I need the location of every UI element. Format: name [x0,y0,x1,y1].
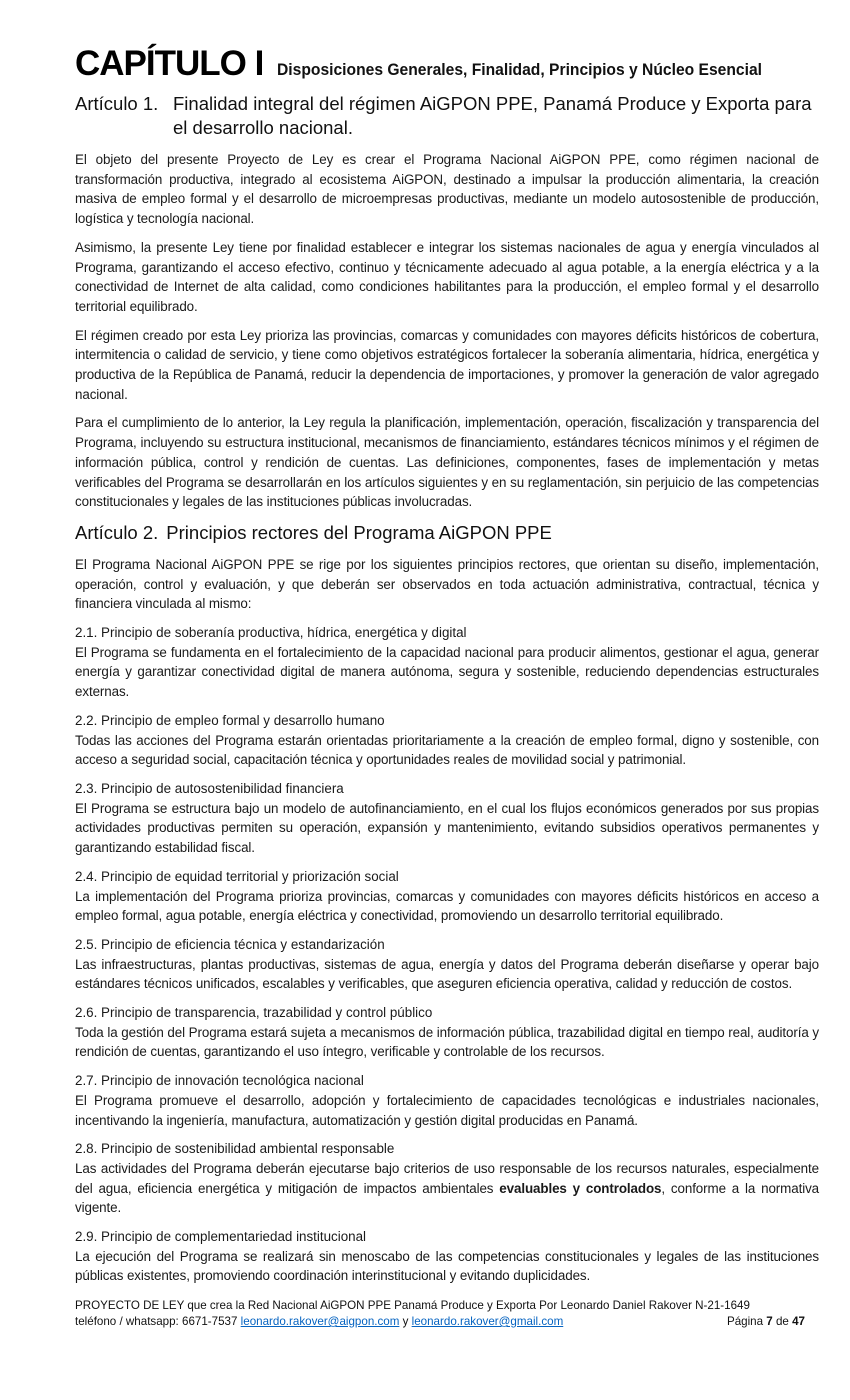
page-number [727,1314,805,1330]
article-1-paragraph: Para el cumplimiento de lo anterior, la Ley regula la planificación, implementación, operación, fiscalización y transparencia del Programa, incluyendo su estructura institucional, mecanismos de financiamiento, estándares técnicos mínimos y el régimen de información pública, control y rendición de cuentas. Las definiciones, componentes, fases de implementación y metas verificables del Programa se desarrollarán en los artículos siguientes y en su reglamentación, sin perjuicio de las competencias constitucionales y legales de las instituciones públicas involucradas. [75,415,819,510]
email-link-gmail[interactable]: leonardo.rakover@gmail.com [411,1315,564,1328]
principle-body [75,1159,819,1218]
principle-body: El Programa se fundamenta en el fortalecimiento de la capacidad nacional para producir alimentos, gestionar el agua, generar energía y garantizar conectividad digital de manera autónoma, segura y sostenible, reduciendo dependencias estructurales externas. [75,644,819,700]
principle-item [75,1003,819,1062]
principle-body: El Programa se estructura bajo un modelo de autofinanciamiento, en el cual los flujos económicos generados por sus propias actividades productivas permiten su operación, expansión y mantenimiento, evitando subsidios operativos permanentes y garantizando estabilidad fiscal. [75,800,819,856]
article-2-heading [75,521,819,545]
principle-body: Las infraestructuras, plantas productivas, sistemas de agua, energía y datos del Programa deberán diseñarse y operar bajo estándares técnicos unificados, escalables y verificables, que aseguren eficiencia operativa, calidad y reducción de costos. [75,956,819,992]
principle-body-text: , conforme a la normativa vigente. [75,1180,820,1216]
document-page [75,44,819,1295]
principle-heading: 2.1. Principio de soberanía productiva, hídrica, energética y digital [75,625,467,641]
article-1-number: Artículo 1. [75,93,159,114]
principle-item [75,623,819,702]
principle-body: La implementación del Programa prioriza provincias, comarcas y comunidades con mayores déficits históricos en acceso a empleo formal, agua potable, energía eléctrica y conectividad, promoviendo un desarrollo territorial equilibrado. [75,888,819,924]
article-1-title: Finalidad integral del régimen AiGPON PPE, Panamá Produce y Exporta para el desarrollo nacional. [173,93,812,138]
chapter-number: CAPÍTULO I [75,44,264,83]
principle-item [75,1139,819,1218]
principle-item [75,711,819,770]
footer-contact [75,1314,563,1330]
page-of: de [772,1315,793,1328]
email-link-aigpon[interactable]: leonardo.rakover@aigpon.com [240,1315,400,1328]
principle-heading: 2.9. Principio de complementariedad institucional [75,1229,367,1245]
principle-heading: 2.2. Principio de empleo formal y desarrollo humano [75,712,385,728]
principle-item [75,935,819,994]
principle-body: El Programa promueve el desarrollo, adopción y fortalecimiento de capacidades tecnológicas e industriales nacionales, incentivando la ingeniería, manufactura, automatización y gestión digital producidas en Panamá. [75,1092,819,1128]
footer-separator: y [399,1315,412,1328]
page-total: 47 [792,1315,805,1328]
footer-line-1: PROYECTO DE LEY que crea la Red Nacional AiGPON PPE Panamá Produce y Exporta Por Leonardo Daniel Rakover N-21-1649 [75,1299,750,1312]
principle-item [75,867,819,926]
principle-heading: 2.7. Principio de innovación tecnológica nacional [75,1073,364,1089]
principle-heading: 2.4. Principio de equidad territorial y priorización social [75,868,399,884]
principle-heading: 2.8. Principio de sostenibilidad ambiental responsable [75,1141,395,1157]
article-1-paragraph: El objeto del presente Proyecto de Ley es crear el Programa Nacional AiGPON PPE, como régimen nacional de transformación productiva, integrado al ecosistema AiGPON, destinado a impulsar la producción alimentaria, la creación masiva de empleo formal y el desarrollo de microempresas productivas, mediante un modelo autosostenible de producción, logística y tecnología nacional. [75,152,819,227]
page-current: 7 [766,1315,773,1328]
article-2-intro: El Programa Nacional AiGPON PPE se rige por los siguientes principios rectores, que orientan su diseño, implementación, operación, control y evaluación, y que deberán ser observados en toda actuación administrativa, contractual, técnica y financiera vinculada al mismo: [75,556,819,612]
principle-item [75,779,819,858]
principle-item [75,1071,819,1130]
principle-heading: 2.3. Principio de autosostenibilidad financiera [75,780,344,796]
page-label: Página [726,1315,767,1328]
chapter-title: Disposiciones Generales, Finalidad, Principios y Núcleo Esencial [277,60,763,79]
principle-body-emphasis: evaluables y controlados [499,1180,662,1196]
principle-body-text: Las actividades del Programa deberán ejecutarse bajo criterios de uso responsable de los recursos naturales, especialmente del agua, eficiencia energética y mitigación de impactos ambientales [75,1160,819,1196]
principle-item [75,1227,819,1286]
principle-body: La ejecución del Programa se realizará sin menoscabo de las competencias constitucionales y legales de las instituciones públicas existentes, promoviendo coordinación interinstitucional y evitando duplicidades. [75,1248,819,1284]
article-1-heading [75,92,819,140]
principle-body: Todas las acciones del Programa estarán orientadas prioritariamente a la creación de empleo formal, digno y sostenible, con acceso a seguridad social, capacitación técnica y oportunidades reales de movilidad social y patrimonial. [75,732,819,768]
chapter-heading [75,44,819,84]
principle-body: Toda la gestión del Programa estará sujeta a mecanismos de información pública, trazabilidad digital en tiempo real, auditoría y rendición de cuentas, garantizando el uso íntegro, verificable y controlable de los recursos. [75,1024,819,1060]
article-1-paragraph: Asimismo, la presente Ley tiene por finalidad establecer e integrar los sistemas nacionales de agua y energía vinculados al Programa, garantizando el acceso efectivo, continuo y técnicamente adecuado al agua potable, a la energía eléctrica y a la conectividad de Internet de alta calidad, como condiciones habilitantes para la producción, el empleo formal y el desarrollo territorial equilibrado. [75,239,819,314]
footer-line-2 [75,1314,805,1330]
footer-phone: teléfono / whatsapp: 6671-7537 [75,1315,241,1328]
article-1-paragraph: El régimen creado por esta Ley prioriza las provincias, comarcas y comunidades con mayores déficits históricos de cobertura, intermitencia o calidad de servicio, y tiene como objetivos estratégicos fortalecer la soberanía alimentaria, hídrica, energética y productiva de la República de Panamá, reducir la dependencia de importaciones, y promover la generación de valor agregado nacional. [75,327,819,402]
principle-heading: 2.5. Principio de eficiencia técnica y estandarización [75,936,385,952]
page-footer [75,1298,805,1330]
article-2-number: Artículo 2. [75,521,159,543]
principle-heading: 2.6. Principio de transparencia, trazabilidad y control público [75,1005,433,1021]
article-2-title: Principios rectores del Programa AiGPON PPE [166,521,552,543]
